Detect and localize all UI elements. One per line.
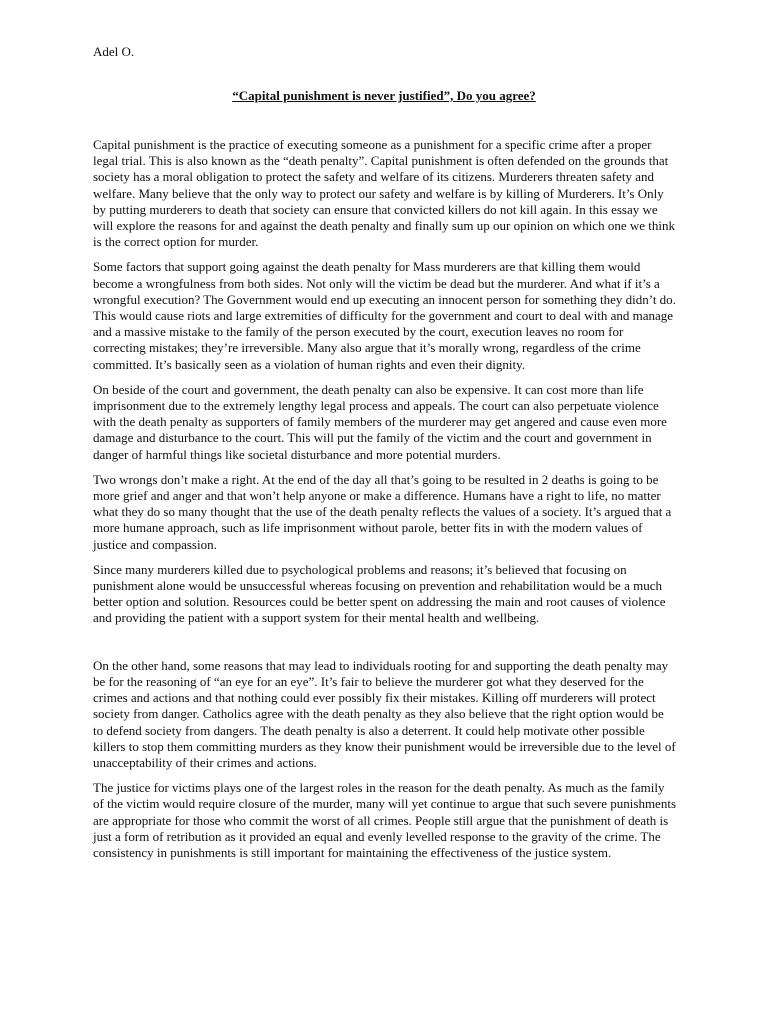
author-name: Adel O. (93, 44, 135, 59)
essay-title: “Capital punishment is never justified”, Do you agree? (232, 88, 536, 103)
paragraph-against-wrongful-execution: Some factors that support going against the death penalty for Mass murderers are that killing them would become a wrongfulness from both sides. Not only will the victim be dead but the murderer. And what if it’s a wrongful execution? The Government would end up executing an innocent person for something they didn’t do. This would cause riots and large extremities of difficulty for the government and court to deal with and manage and a massive mistake to the family of the person executed by the court, execution leaves no room for correcting mistakes; they’re irreversible. Many also argue that it’s morally wrong, regardless of the crime committed. It’s basically seen as a violation of human rights and even their dignity. (93, 259, 676, 372)
paragraph-against-cost: On beside of the court and government, the death penalty can also be expensive. It can cost more than life imprisonment due to the extremely lengthy legal process and appeals. The court can also perpetuate violence with the death penalty as supporters of family members of the murderer may get angered and cause even more damage and disturbance to the court. This will put the family of the victim and the court and government in danger of harmful things like societal disturbance and more potential murders. (93, 381, 667, 462)
paragraph-against-two-wrongs: Two wrongs don’t make a right. At the end of the day all that’s going to be resulted in 2 deaths is going to be more grief and anger and that won’t help anyone or make a difference. Humans have a right to life, no matter what they do so many thought that the use of the death penalty reflects the values of a society. It’s argued that a more humane approach, such as life imprisonment without parole, better fits in with the modern values of justice and compassion. (93, 471, 672, 552)
essay-body (93, 137, 676, 870)
paragraph-introduction: Capital punishment is the practice of executing someone as a punishment for a specific crime after a proper legal trial. This is also known as the “death penalty”. Capital punishment is often defended on the grounds that society has a moral obligation to protect the safety and welfare of its citizens. Murderers threaten safety and welfare. Many believe that the only way to protect our safety and welfare is by killing of Murderers. It’s Only by putting murderers to death that society can ensure that convicted killers do not kill again. In this essay we will explore the reasons for and against the death penalty and finally sum up our opinion on which one we think is the correct option for murder. (93, 137, 675, 250)
paragraph-for-eye-for-eye: On the other hand, some reasons that may lead to individuals rooting for and supporting the death penalty may be for the reasoning of “an eye for an eye”. It’s fair to believe the murderer got what they deserved for the crimes and actions and that nothing could ever possibly fix their mistakes. Killing off murderers will protect society from danger. Catholics agree with the death penalty as they also believe that the right option would be to defend society from dangers. The death penalty is also a deterrent. It could help motivate other possible killers to stop them committing murders as they know their punishment would be irreversible due to the level of unacceptability of their crimes and actions. (93, 657, 676, 770)
paragraph-against-rehabilitation: Since many murderers killed due to psychological problems and reasons; it’s believed that focusing on punishment alone would be unsuccessful whereas focusing on prevention and rehabilitation would be a much better option and solution. Resources could be better spent on addressing the main and root causes of violence and providing the patient with a support system for their mental health and wellbeing. (93, 561, 666, 626)
paragraph-for-justice-victims: The justice for victims plays one of the largest roles in the reason for the death penalty. As much as the family of the victim would require closure of the murder, many will yet continue to argue that such severe punishments are appropriate for those who commit the worst of all crimes. People still argue that the punishment of death is just a form of retribution as it provided an equal and evenly levelled response to the gravity of the crime. The consistency in punishments is still important for maintaining the effectiveness of the justice system. (93, 780, 677, 860)
